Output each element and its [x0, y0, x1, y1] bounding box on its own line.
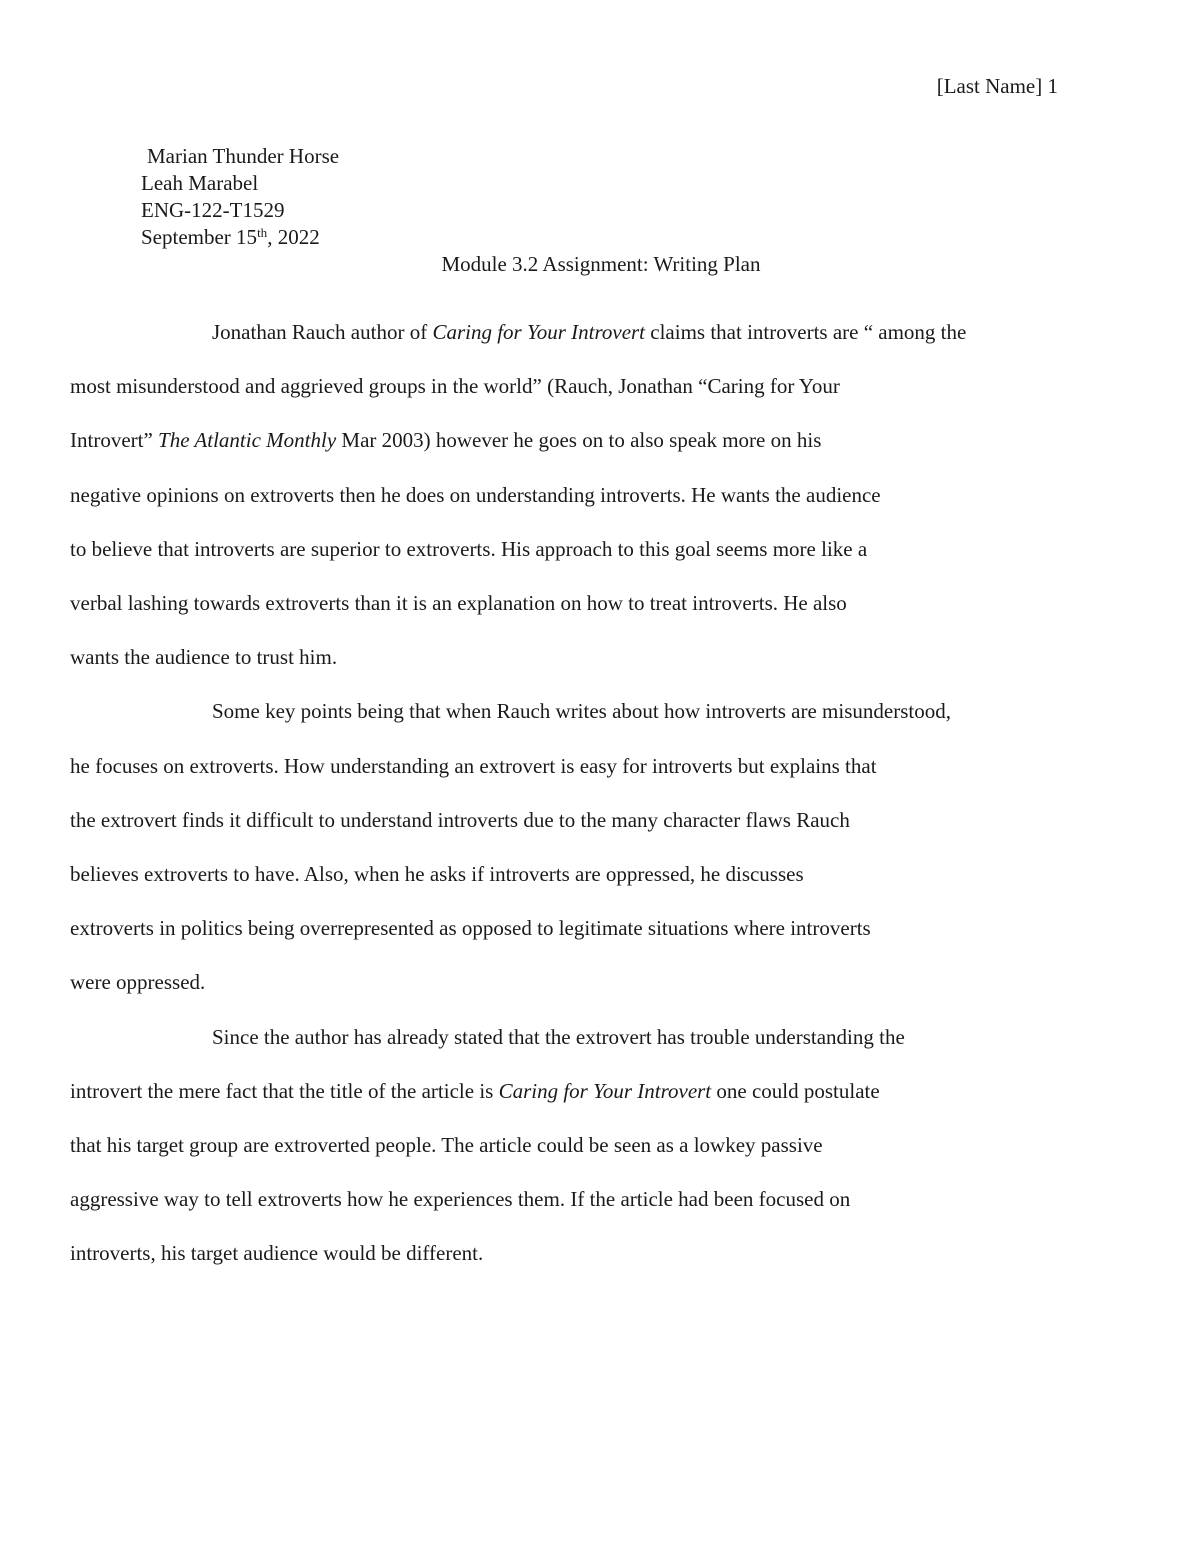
text-run: Since the author has already stated that the extrovert has trouble understanding the: [212, 1024, 905, 1049]
text-run: introverts, his target audience would be different.: [70, 1241, 484, 1266]
text-run: he focuses on extroverts. How understanding an extrovert is easy for introverts but explains that: [70, 753, 877, 778]
text-line: [141, 1010, 1061, 1064]
text-line: [141, 684, 1061, 738]
course-code: ENG-122-T1529: [141, 198, 285, 222]
text-line: [70, 1172, 1061, 1226]
text-run: claims that introverts are “ among the: [645, 320, 967, 344]
text-run: verbal lashing towards extroverts than it is an explanation on how to treat introverts. He also: [70, 591, 847, 616]
text-run: Some key points being that when Rauch writes about how introverts are misunderstood,: [212, 699, 951, 724]
assignment-date: [141, 224, 1061, 251]
text-run: Introvert”: [70, 428, 159, 453]
body-paragraph: [70, 305, 1061, 684]
text-line: [70, 522, 1061, 576]
text-line: [70, 576, 1061, 630]
text-run: wants the audience to trust him.: [70, 645, 338, 670]
text-line: [70, 1118, 1061, 1172]
text-run: believes extroverts to have. Also, when he asks if introverts are oppressed, he discusses: [70, 862, 804, 887]
text-run: one could postulate: [711, 1078, 880, 1103]
text-line: [70, 630, 1061, 684]
document-title: Module 3.2 Assignment: Writing Plan: [441, 252, 761, 276]
text-line: [141, 305, 1061, 359]
text-line: [70, 793, 1061, 847]
text-line: [70, 468, 1061, 522]
body-paragraph: [70, 684, 1061, 1009]
text-run: Jonathan Rauch author of: [212, 320, 433, 344]
body-paragraph: [70, 1010, 1061, 1281]
instructor-name: Leah Marabel: [141, 171, 259, 195]
text-line: [70, 955, 1061, 1009]
text-run: introvert the mere fact that the title of the article is: [70, 1078, 499, 1103]
body-text: [70, 305, 1061, 1281]
date-superscript: th: [257, 225, 268, 240]
text-run: to believe that introverts are superior to extroverts. His approach to this goal seems more like a: [70, 536, 868, 561]
text-run: Mar 2003) however he goes on to also speak more on his: [336, 428, 822, 453]
text-line: [70, 739, 1061, 793]
text-run: negative opinions on extroverts then he does on understanding introverts. He wants the audience: [70, 482, 881, 507]
text-line: [70, 413, 1061, 467]
text-line: [70, 1064, 1061, 1118]
running-head: [Last Name] 1: [936, 74, 1058, 98]
text-run: extroverts in politics being overrepresented as opposed to legitimate situations where introverts: [70, 916, 871, 941]
mla-heading: [141, 143, 1061, 251]
text-line: [70, 1226, 1061, 1280]
italic-title-text: The Atlantic Monthly: [158, 428, 337, 453]
text-line: [70, 901, 1061, 955]
text-run: the extrovert finds it difficult to understand introverts due to the many character flaws Rauch: [70, 807, 850, 832]
text-line: [70, 847, 1061, 901]
student-name: Marian Thunder Horse: [147, 144, 340, 168]
text-run: most misunderstood and aggrieved groups in the world” (Rauch, Jonathan “Caring for Your: [70, 374, 840, 399]
italic-title-text: Caring for Your Introvert: [498, 1078, 712, 1103]
text-run: aggressive way to tell extroverts how he experiences them. If the article had been focused on: [70, 1187, 851, 1212]
text-run: were oppressed.: [70, 970, 206, 995]
date-prefix: September 15: [141, 225, 258, 249]
text-run: that his target group are extroverted people. The article could be seen as a lowkey passive: [70, 1133, 823, 1158]
text-line: [70, 359, 1061, 413]
italic-title-text: Caring for Your Introvert: [432, 320, 646, 344]
date-suffix: , 2022: [267, 225, 320, 249]
